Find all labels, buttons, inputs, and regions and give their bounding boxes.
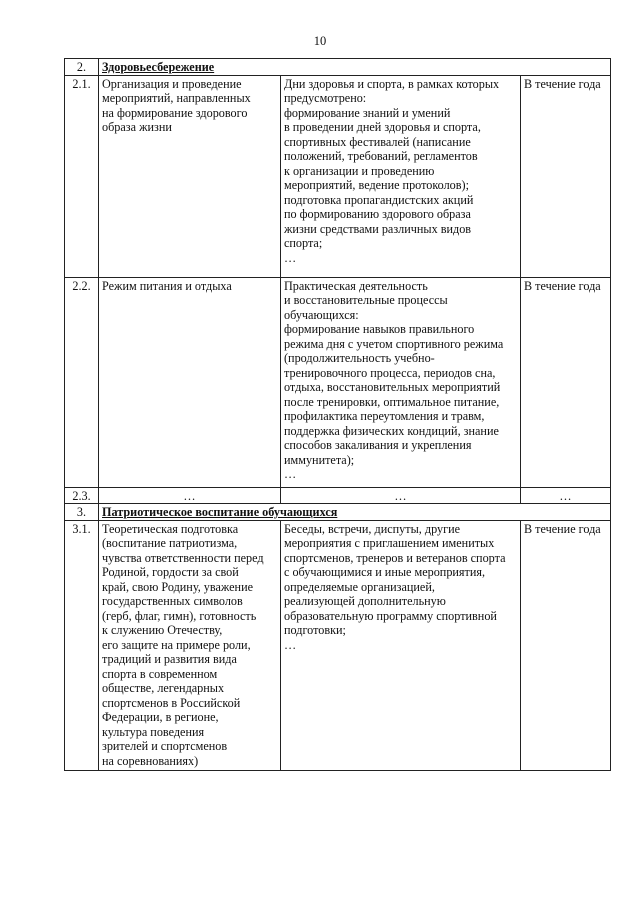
row-term: … xyxy=(521,487,611,504)
row-term: В течение года xyxy=(521,277,611,487)
page-number: 10 xyxy=(313,34,327,48)
row-term: В течение года xyxy=(521,520,611,770)
row-name: Режим питания и отдыха xyxy=(99,277,281,487)
row-number: 2.3. xyxy=(65,487,99,504)
row-content: Дни здоровья и спорта, в рамках которых предусмотрено: формирование знаний и умений в проведении дней здоровья и спорта, спортивных фестивалей (написание положений, требований, регламентов к организации и проведению мероприятий, ведение протоколов); подготовка пропагандистских акций по формированию здорового образа жизни средствами различных видов спорта; … xyxy=(281,75,521,277)
table-row xyxy=(65,75,611,277)
table-row xyxy=(65,277,611,487)
row-name: Теоретическая подготовка (воспитание патриотизма, чувства ответственности перед Родиной, гордости за свой край, свою Родину, уважение государственных символов (герб, флаг, гимн), готовность к служению Отечеству, его защите на примере роли, традиций и развития вида спорта в современном обществе, легендарных спортсменов в Российской Федерации, в регионе, культура поведения зрителей и спортсменов на соревнованиях) xyxy=(99,520,281,770)
section-title: Патриотическое воспитание обучающихся xyxy=(99,504,611,521)
table-row xyxy=(65,487,611,504)
section-number: 3. xyxy=(65,504,99,521)
section-number: 2. xyxy=(65,59,99,76)
row-content: Практическая деятельность и восстановительные процессы обучающихся: формирование навыков правильного режима дня с учетом спортивного режима (продолжительность учебно- тренировочного процесса, периодов сна, отдыха, восстановительных мероприятий после тренировки, оптимальное питание, профилактика переутомления и травм, поддержка физических кондиций, знание способов закаливания и укрепления иммунитета); … xyxy=(281,277,521,487)
row-name: … xyxy=(99,487,281,504)
row-content: … xyxy=(281,487,521,504)
table-row xyxy=(65,520,611,770)
section-row xyxy=(65,59,611,76)
row-number: 3.1. xyxy=(65,520,99,770)
row-term: В течение года xyxy=(521,75,611,277)
row-content: Беседы, встречи, диспуты, другие мероприятия с приглашением именитых спортсменов, тренеров и ветеранов спорта с обучающимися и иные мероприятия, определяемые организацией, реализующей дополнительную образовательную программу спортивной подготовки; … xyxy=(281,520,521,770)
row-name: Организация и проведение мероприятий, направленных на формирование здорового образа жизни xyxy=(99,75,281,277)
section-title: Здоровьесбережение xyxy=(99,59,611,76)
row-number: 2.1. xyxy=(65,75,99,277)
section-row xyxy=(65,504,611,521)
plan-table xyxy=(64,58,611,771)
row-number: 2.2. xyxy=(65,277,99,487)
